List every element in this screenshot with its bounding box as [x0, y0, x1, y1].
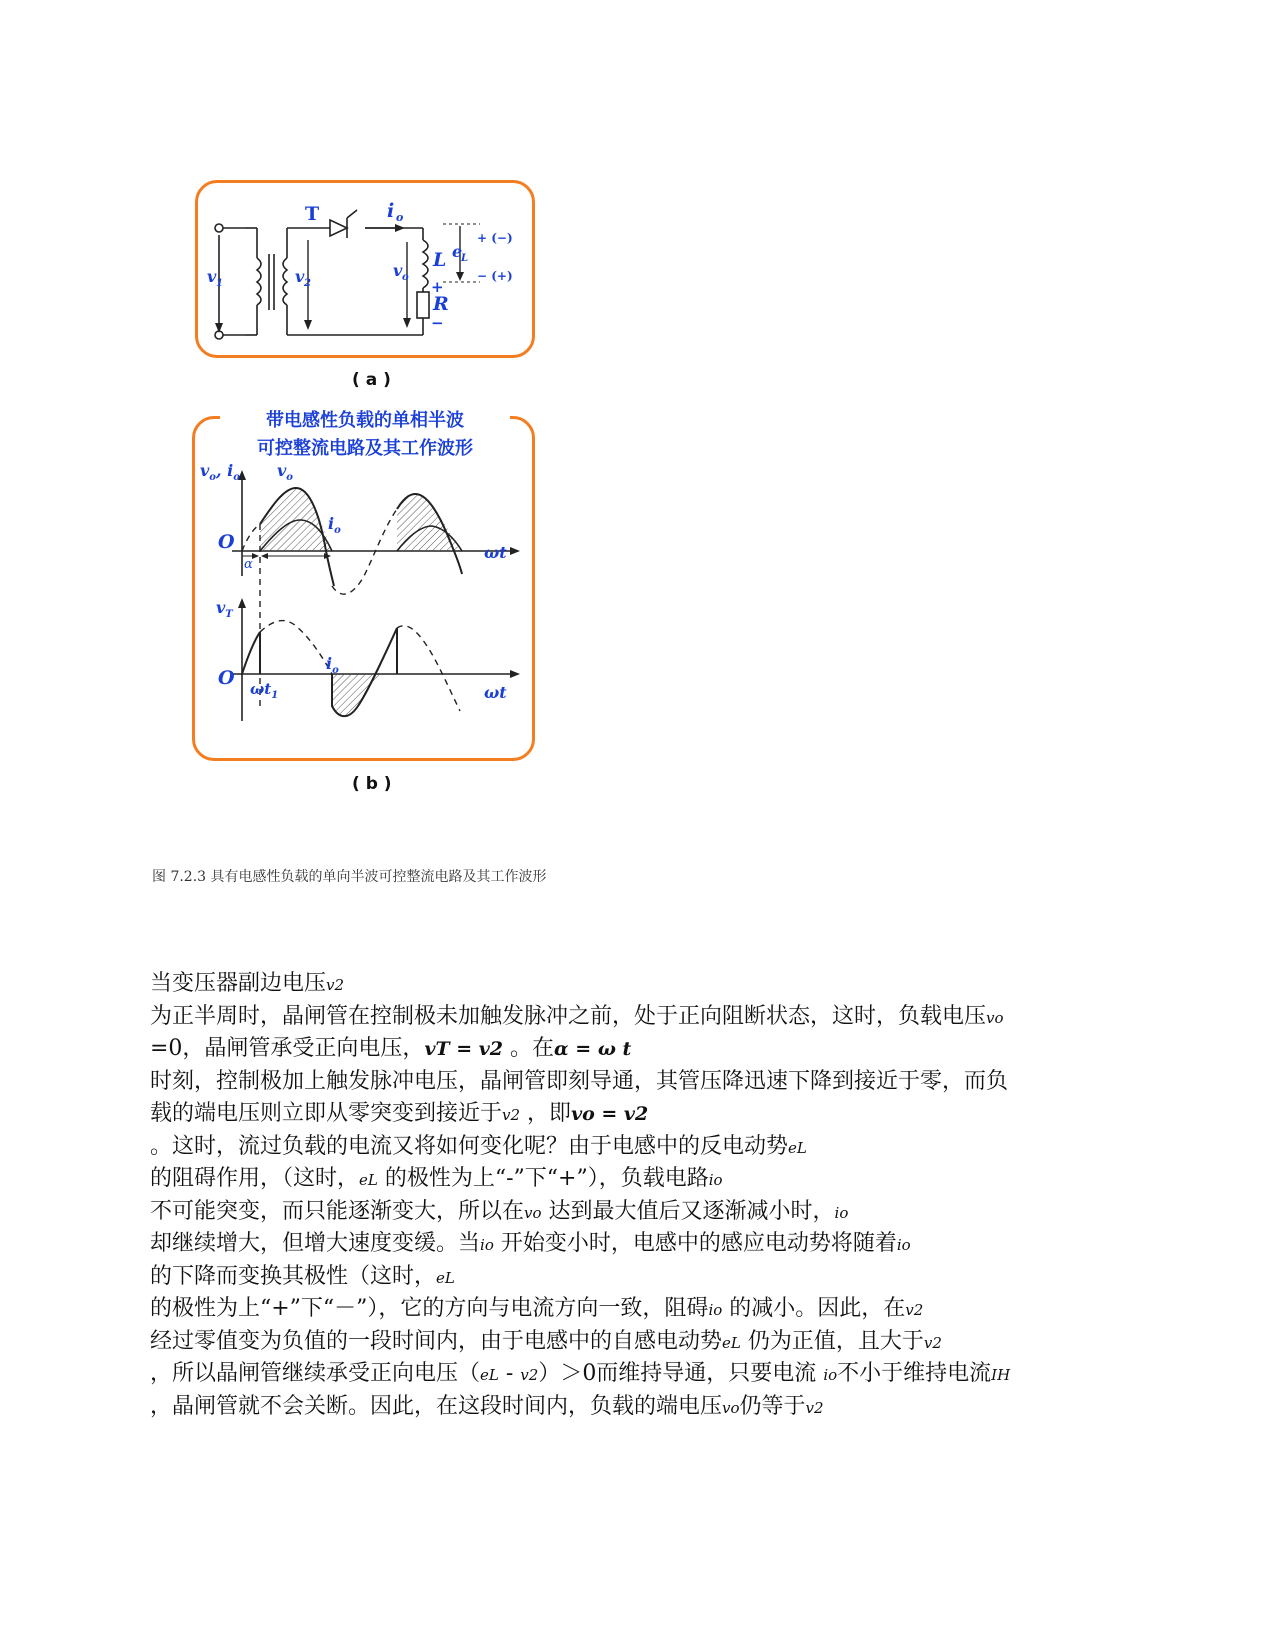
body-paragraph [150, 968, 1130, 1423]
label-v1: v [207, 267, 217, 286]
para-line: ，晶闸管就不会关断。因此，在这段时间内，负载的端电压vo仍等于v2 [150, 1393, 824, 1419]
wt-bottom: ωt [484, 683, 507, 702]
para-line: 却继续增大，但增大速度变缓。当io 开始变小时，电感中的感应电动势将随着io [150, 1231, 911, 1256]
axis-top-label: $v_o$, $i_o$ [200, 461, 240, 483]
label-minus: − [431, 314, 444, 332]
para-line: =0，晶闸管承受正向电压，vT = v2 。在α = ω t [150, 1036, 632, 1061]
para-line: 的阻碍作用，（这时，eL 的极性为上“-”下“+”），负载电路io [150, 1166, 723, 1191]
label-io: i [387, 200, 395, 222]
svg-text:o: o [396, 211, 404, 224]
figure-a-circuit [195, 180, 535, 358]
para-line: 载的端电压则立即从零突变到接近于v2 ，即vo = v2 [150, 1101, 649, 1126]
label-plus: + [431, 278, 444, 296]
label-io-wave: $i_o$ [328, 514, 341, 536]
svg-text:L: L [461, 253, 469, 264]
para-line: 当变压器副边电压v2 [150, 971, 345, 996]
label-vo-wave: $v_o$ [277, 461, 293, 483]
figure-caption: 图 7.2.3 具有电感性负载的单向半波可控整流电路及其工作波形 [152, 869, 547, 885]
para-line: 为正半周时，晶闸管在控制极未加触发脉冲之前，处于正向阻断状态，这时，负载电压vo [150, 1003, 1004, 1029]
wt-top: ωt [484, 543, 507, 562]
figure-b-title-line2: 可控整流电路及其工作波形 [257, 438, 473, 459]
formula-vo-eq-v2: vo = v2 [571, 1103, 649, 1125]
figure-b-title-line1: 带电感性负载的单相半波 [220, 406, 510, 432]
formula-vt-eq-v2: vT = v2 [424, 1038, 504, 1060]
para-line: 不可能突变，而只能逐渐变大，所以在vo 达到最大值后又逐渐减小时，io [150, 1198, 849, 1224]
label-io-lower: $i_o$ [326, 654, 339, 676]
polarity-top: + (−) [477, 231, 513, 245]
para-line: 经过零值变为负值的一段时间内，由于电感中的自感电动势eL 仍为正值，且大于v2 [150, 1328, 942, 1354]
label-L: L [433, 249, 447, 271]
para-line: 的极性为上“+”下“－”），它的方向与电流方向一致，阻碍io 的减小。因此，在v2 [150, 1296, 924, 1321]
para-line: ，所以晶闸管继续承受正向电压（eL - v2）＞0而维持导通，只要电流 io不小于维持电流IH [150, 1361, 1011, 1386]
formula-alpha-eq-wt: α = ω t [554, 1038, 632, 1060]
origin-bottom: O [218, 667, 235, 689]
label-v2: v [295, 267, 305, 286]
para-line: 。这时，流过负载的电流又将如何变化呢？由于电感中的反电动势eL [150, 1133, 807, 1159]
svg-text:1: 1 [216, 278, 223, 289]
figure-a-label: ( a ) [352, 370, 391, 390]
origin-top: O [218, 531, 235, 553]
svg-text:2: 2 [304, 278, 311, 289]
figure-b-label: ( b ) [352, 774, 392, 794]
vt-label: $v_T$ [216, 598, 233, 620]
label-vo: v [393, 261, 403, 280]
label-T: T [305, 203, 320, 225]
figure-b-waveforms [192, 416, 535, 761]
alpha-label: α [244, 557, 253, 572]
para-line: 时刻，控制极加上触发脉冲电压，晶闸管即刻导通，其管压降迅速下降到接近于零，而负 [150, 1068, 1009, 1094]
label-R: R [433, 293, 449, 315]
label-eL: e [452, 242, 463, 261]
para-line: 的下降而变换其极性（这时，eL [150, 1263, 455, 1289]
svg-text:o: o [402, 272, 409, 283]
polarity-bottom: − (+) [477, 269, 513, 283]
wt1-label: $\omega t_1$ [250, 680, 279, 701]
